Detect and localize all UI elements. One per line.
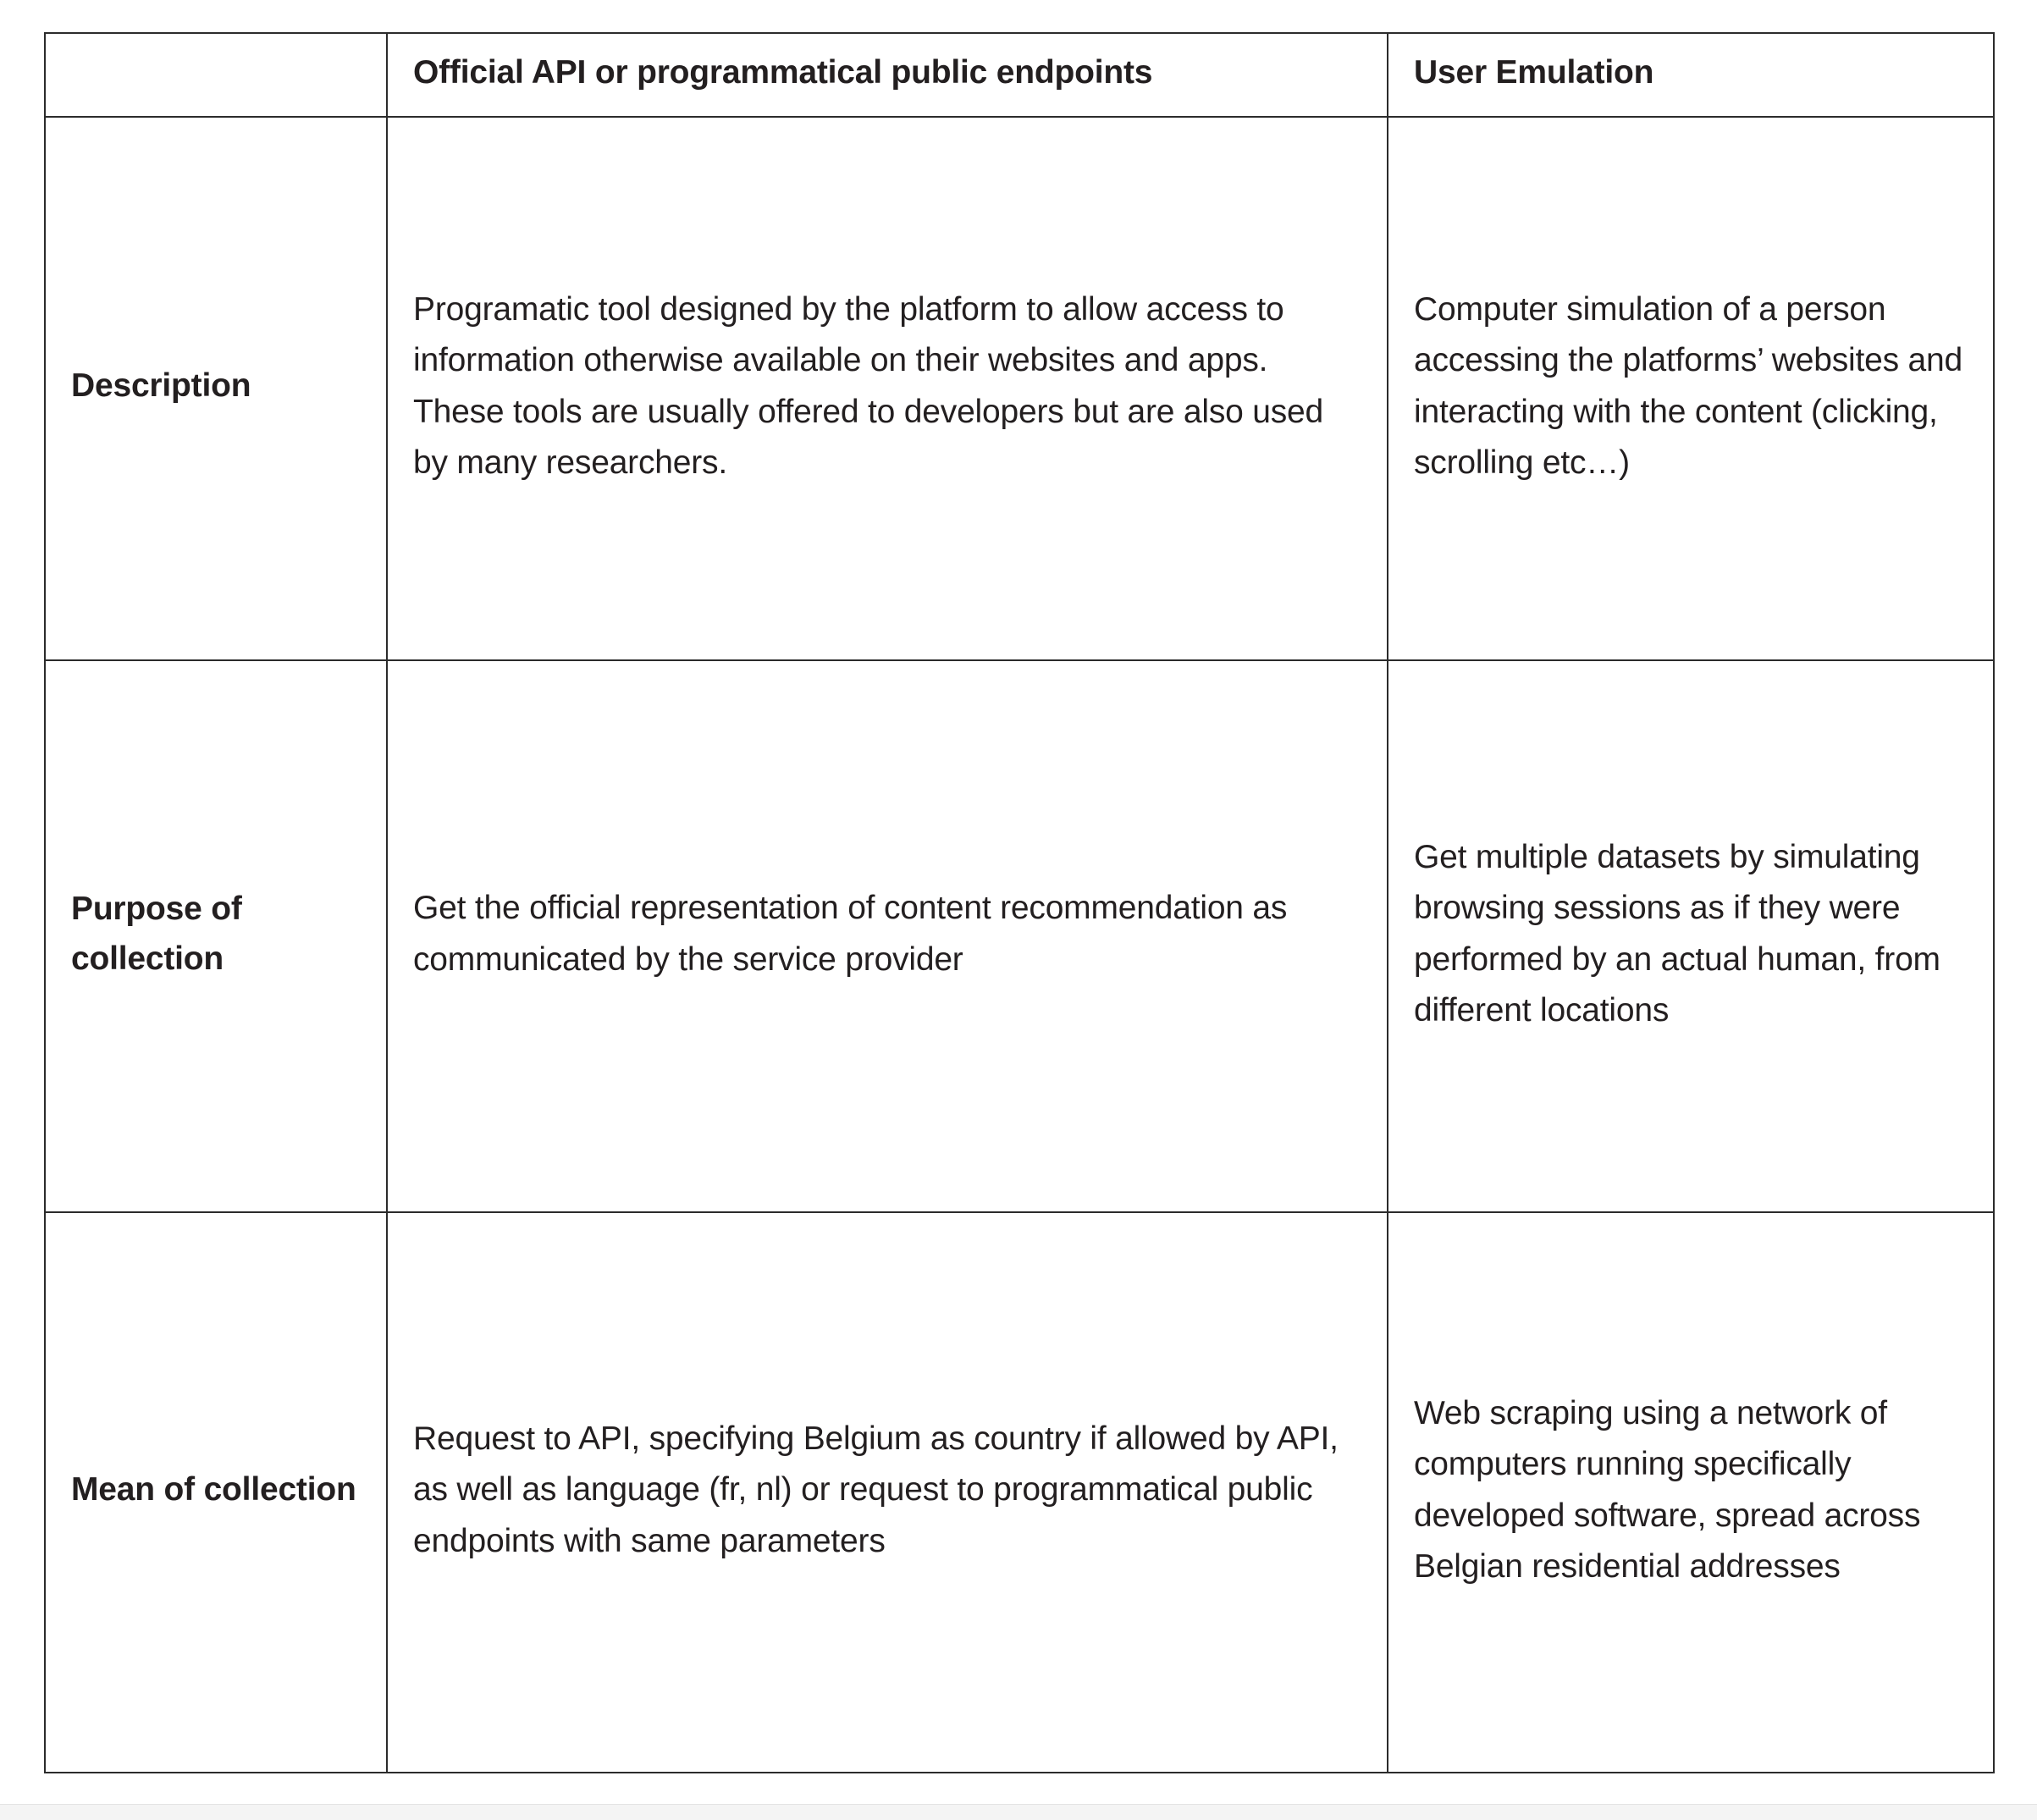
column-header-user-emulation: User Emulation — [1388, 33, 1994, 117]
table-corner-cell — [45, 33, 387, 117]
row-label-description: Description — [45, 117, 387, 660]
cell-purpose-emulation: Get multiple datasets by simulating browsing sessions as if they were performed by an actual human, from different locations — [1388, 660, 1994, 1212]
cell-mean-api: Request to API, specifying Belgium as country if allowed by API, as well as language (fr, nl) or request to programmatical public endpoints with same parameters — [387, 1212, 1388, 1773]
cell-mean-emulation: Web scraping using a network of computers running specifically developed software, spread across Belgian residential addresses — [1388, 1212, 1994, 1773]
row-label-purpose-of-collection: Purpose of collection — [45, 660, 387, 1212]
column-header-api: Official API or programmatical public endpoints — [387, 33, 1388, 117]
row-label-mean-of-collection: Mean of collection — [45, 1212, 387, 1773]
table-row — [45, 1212, 1994, 1773]
comparison-table — [44, 32, 1995, 1773]
cell-purpose-api: Get the official representation of content recommendation as communicated by the service provider — [387, 660, 1388, 1212]
cell-description-api: Programatic tool designed by the platform to allow access to information otherwise available on their websites and apps. These tools are usually offered to developers but are also used by many researchers. — [387, 117, 1388, 660]
table-row — [45, 660, 1994, 1212]
cell-description-emulation: Computer simulation of a person accessing the platforms’ websites and interacting with the content (clicking, scrolling etc…) — [1388, 117, 1994, 660]
table-row — [45, 117, 1994, 660]
page-bottom-divider — [0, 1804, 2037, 1820]
table-header-row — [45, 33, 1994, 117]
